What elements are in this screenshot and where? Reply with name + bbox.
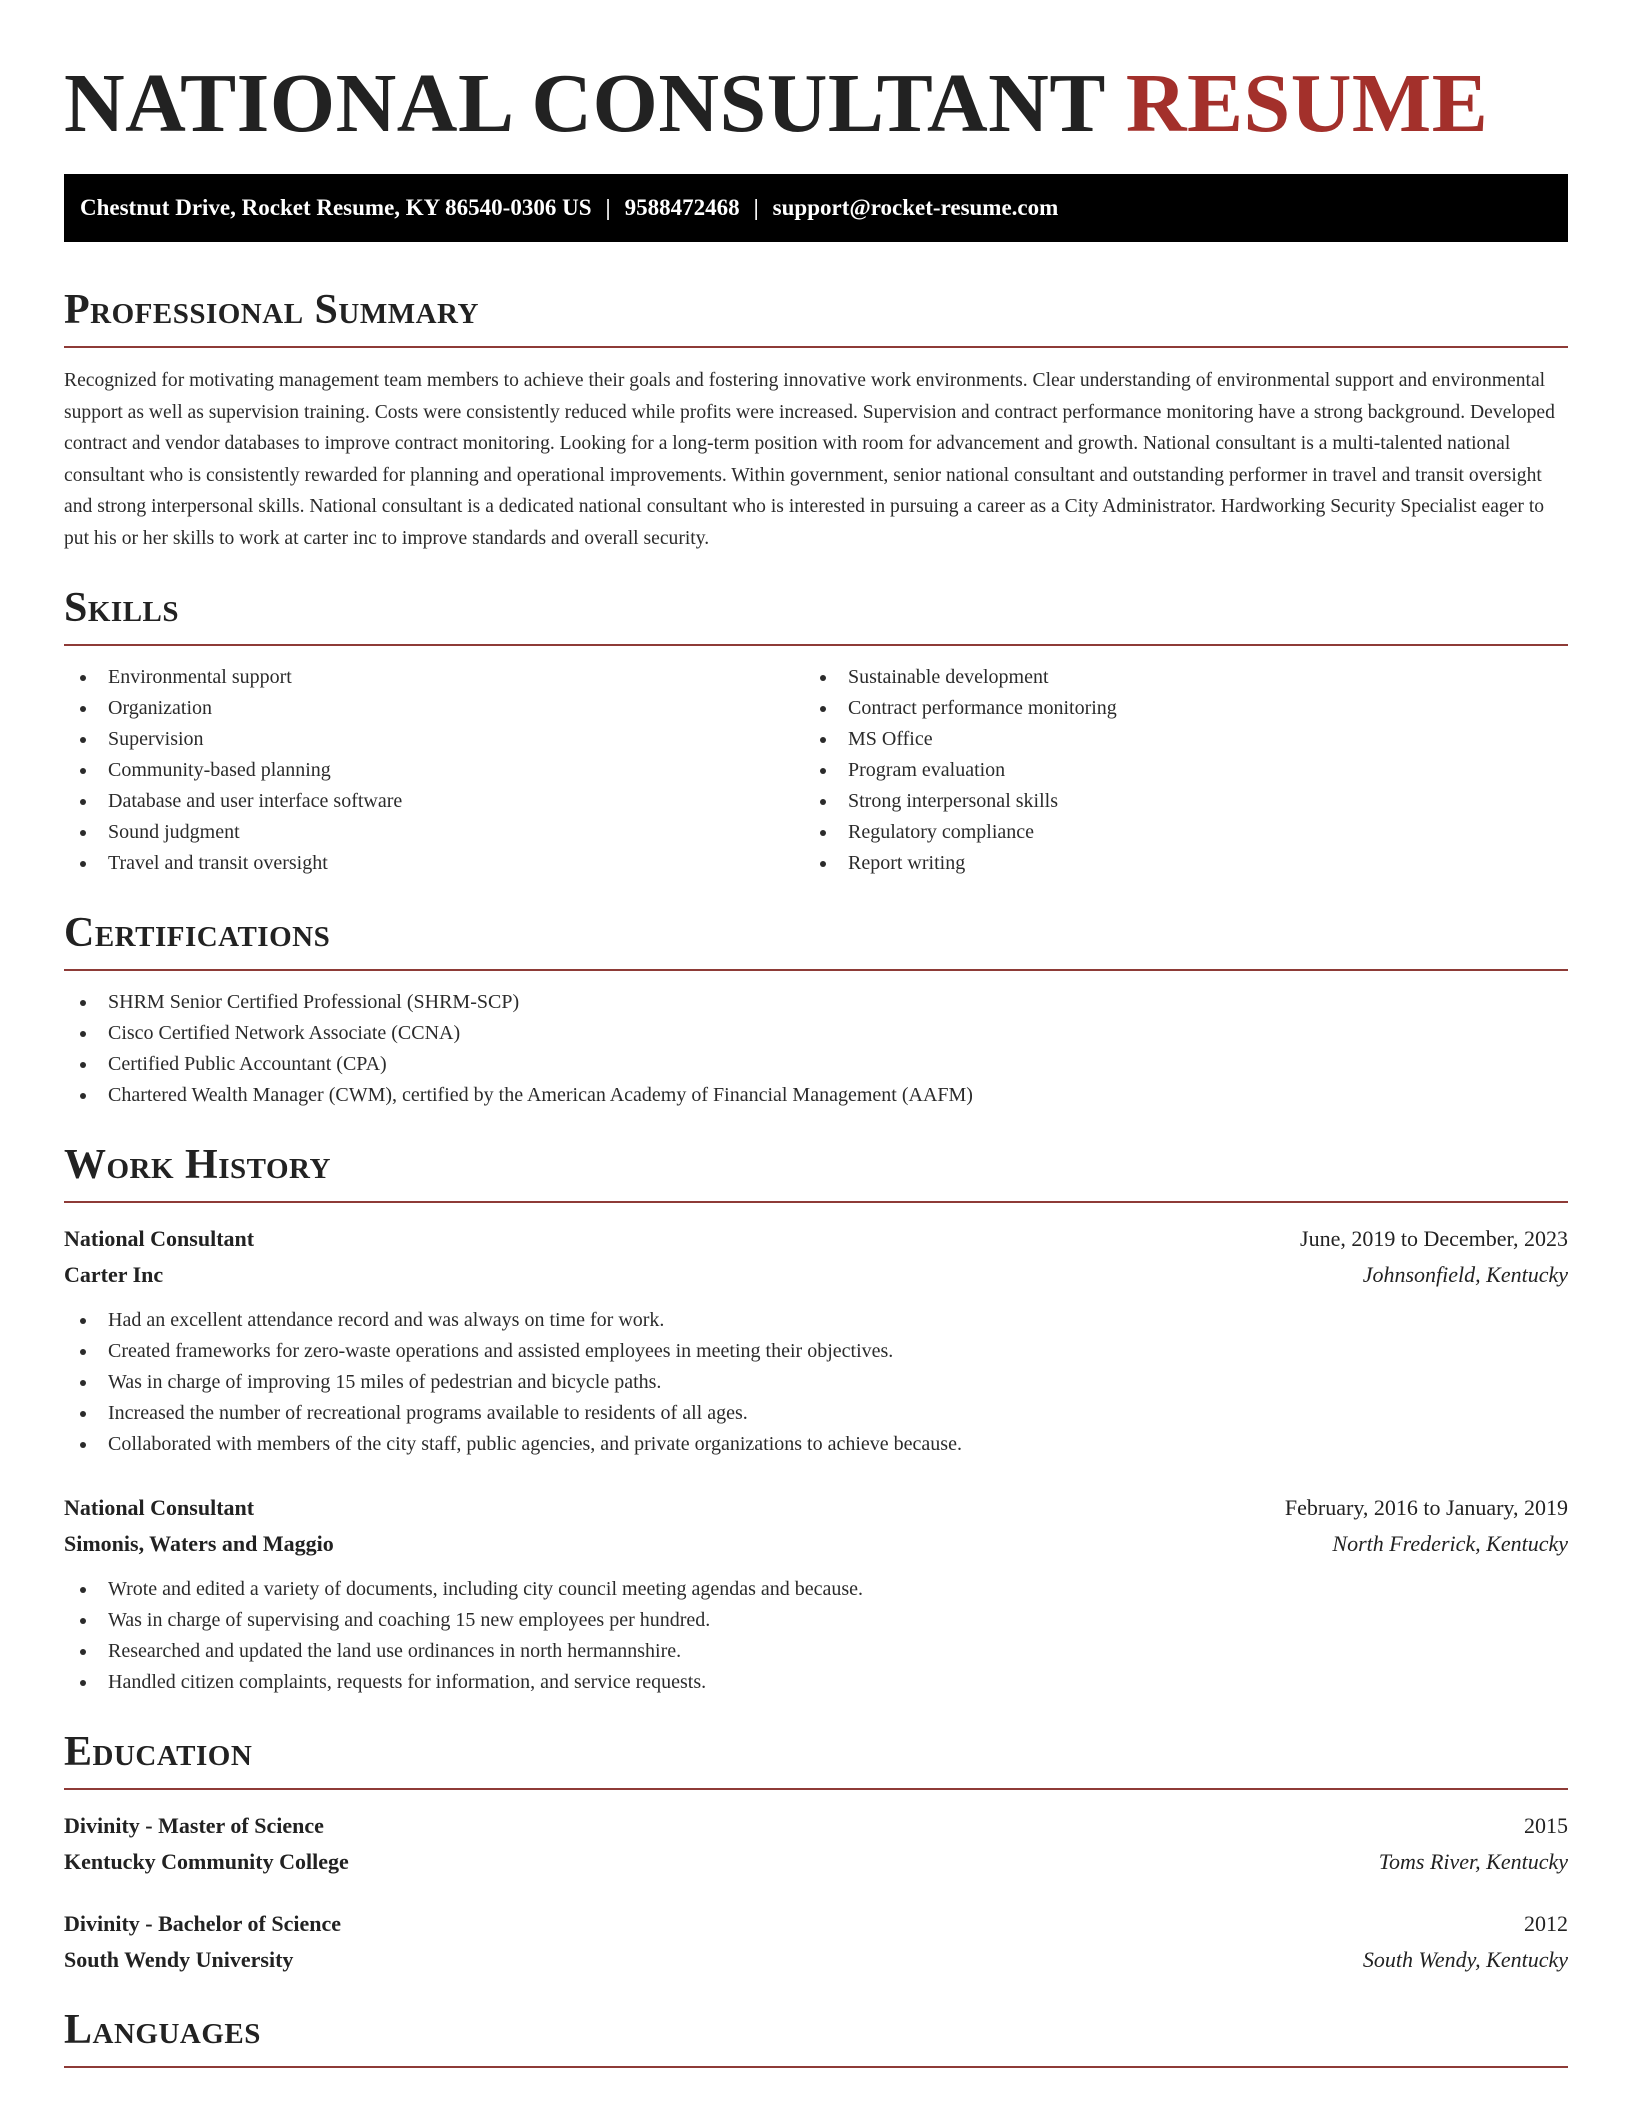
education-subheader-row (64, 1942, 1568, 1978)
job-duty-item: Handled citizen complaints, requests for information, and service requests. (64, 1667, 1568, 1698)
job-duty-item: Researched and updated the land use ordinances in north hermannshire. (64, 1636, 1568, 1667)
summary-text: Recognized for motivating management team members to achieve their goals and fostering innovative work environments. Clear understanding of environmental support and environmental support as well as supervision training. Costs were consistently reduced while profits were increased. Supervision and contract performance monitoring have a strong background. Developed contract and vendor databases to improve contract monitoring. Looking for a long-term position with room for advancement and growth. National consultant is a multi-talented national consultant who is consistently rewarded for planning and operational improvements. Within government, senior national consultant and outstanding performer in travel and transit oversight and strong interpersonal skills. National consultant is a dedicated national consultant who is interested in pursuing a career as a City Administrator. Hardworking Security Specialist eager to put his or her skills to work at carter inc to improve standards and overall security. (64, 370, 1555, 549)
education-degree: Divinity - Master of Science (64, 1813, 324, 1838)
skill-item: Supervision (64, 724, 804, 755)
section-divider (64, 1788, 1568, 1790)
job-duty-item: Was in charge of supervising and coaching 15 new employees per hundred. (64, 1605, 1568, 1636)
resume-title (64, 0, 1568, 150)
skill-item: Contract performance monitoring (804, 693, 1544, 724)
education-entry (64, 1906, 1568, 1978)
skill-item: Regulatory compliance (804, 817, 1544, 848)
education-location: South Wendy, Kentucky (1362, 1947, 1568, 1972)
skills-list-right (804, 662, 1544, 879)
education-degree: Divinity - Bachelor of Science (64, 1911, 341, 1936)
education-year: 2015 (1524, 1813, 1568, 1838)
contact-separator: | (605, 195, 611, 220)
contact-address: Chestnut Drive, Rocket Resume, KY 86540-0306 US (80, 195, 592, 220)
section-divider (64, 969, 1568, 971)
section-title: Professional Summary (64, 287, 479, 333)
skills-section (64, 584, 1568, 879)
job-position: National Consultant (64, 1226, 255, 1251)
certification-item: Chartered Wealth Manager (CWM), certified by the American Academy of Financial Management (AAFM) (64, 1080, 1568, 1111)
job-company: Simonis, Waters and Maggio (64, 1531, 334, 1556)
section-divider (64, 1201, 1568, 1203)
contact-email: support@rocket-resume.com (772, 195, 1059, 220)
skill-item: Report writing (804, 848, 1544, 879)
languages-section (64, 2006, 1568, 2068)
contact-phone: 9588472468 (624, 195, 740, 220)
skill-item: Organization (64, 693, 804, 724)
job-duty-item: Had an excellent attendance record and was always on time for work. (64, 1305, 1568, 1336)
education-section (64, 1728, 1568, 1978)
education-school: Kentucky Community College (64, 1849, 349, 1874)
contact-bar (64, 174, 1568, 242)
education-header-row (64, 1906, 1568, 1942)
job-location: North Frederick, Kentucky (1332, 1531, 1568, 1556)
work-history-section (64, 1141, 1568, 1698)
certifications-section (64, 909, 1568, 1111)
title-accent: RESUME (1125, 57, 1489, 150)
job-company: Carter Inc (64, 1262, 164, 1287)
job-duty-item: Wrote and edited a variety of documents, including city council meeting agendas and because. (64, 1574, 1568, 1605)
section-divider (64, 2066, 1568, 2068)
skill-item: MS Office (804, 724, 1544, 755)
section-divider (64, 346, 1568, 348)
title-main: NATIONAL CONSULTANT (64, 57, 1105, 150)
skill-item: Travel and transit oversight (64, 848, 804, 879)
skill-item: Database and user interface software (64, 786, 804, 817)
certification-item: Certified Public Accountant (CPA) (64, 1049, 1568, 1080)
education-year: 2012 (1524, 1911, 1568, 1936)
education-subheader-row (64, 1844, 1568, 1880)
job-dates: June, 2019 to December, 2023 (1300, 1226, 1568, 1251)
job-entry (64, 1490, 1568, 1698)
job-duties-list (64, 1574, 1568, 1698)
section-title: Languages (64, 2007, 261, 2053)
skill-item: Program evaluation (804, 755, 1544, 786)
job-duty-item: Collaborated with members of the city staff, public agencies, and private organizations to achieve because. (64, 1429, 1568, 1460)
job-header-row (64, 1490, 1568, 1526)
job-duty-item: Created frameworks for zero-waste operations and assisted employees in meeting their objectives. (64, 1336, 1568, 1367)
skills-list-left (64, 662, 804, 879)
job-dates: February, 2016 to January, 2019 (1284, 1495, 1568, 1520)
contact-separator: | (753, 195, 759, 220)
job-subheader-row (64, 1257, 1568, 1293)
job-duty-item: Was in charge of improving 15 miles of pedestrian and bicycle paths. (64, 1367, 1568, 1398)
skill-item: Community-based planning (64, 755, 804, 786)
job-duty-item: Increased the number of recreational programs available to residents of all ages. (64, 1398, 1568, 1429)
education-entry (64, 1808, 1568, 1880)
section-title: Certifications (64, 910, 331, 956)
job-location: Johnsonfield, Kentucky (1362, 1262, 1568, 1287)
skill-item: Environmental support (64, 662, 804, 693)
skill-item: Sustainable development (804, 662, 1544, 693)
certifications-list (64, 987, 1568, 1111)
summary-section (64, 286, 1568, 554)
job-duties-list (64, 1305, 1568, 1460)
certification-item: SHRM Senior Certified Professional (SHRM-SCP) (64, 987, 1568, 1018)
education-location: Toms River, Kentucky (1378, 1849, 1568, 1874)
job-subheader-row (64, 1526, 1568, 1562)
section-title: Work History (64, 1142, 331, 1188)
education-header-row (64, 1808, 1568, 1844)
education-school: South Wendy University (64, 1947, 294, 1972)
job-entry (64, 1221, 1568, 1460)
job-header-row (64, 1221, 1568, 1257)
certification-item: Cisco Certified Network Associate (CCNA) (64, 1018, 1568, 1049)
section-title: Education (64, 1729, 253, 1775)
skill-item: Sound judgment (64, 817, 804, 848)
job-position: National Consultant (64, 1495, 255, 1520)
section-divider (64, 644, 1568, 646)
section-title: Skills (64, 585, 180, 631)
skills-grid (64, 662, 1568, 879)
skill-item: Strong interpersonal skills (804, 786, 1544, 817)
